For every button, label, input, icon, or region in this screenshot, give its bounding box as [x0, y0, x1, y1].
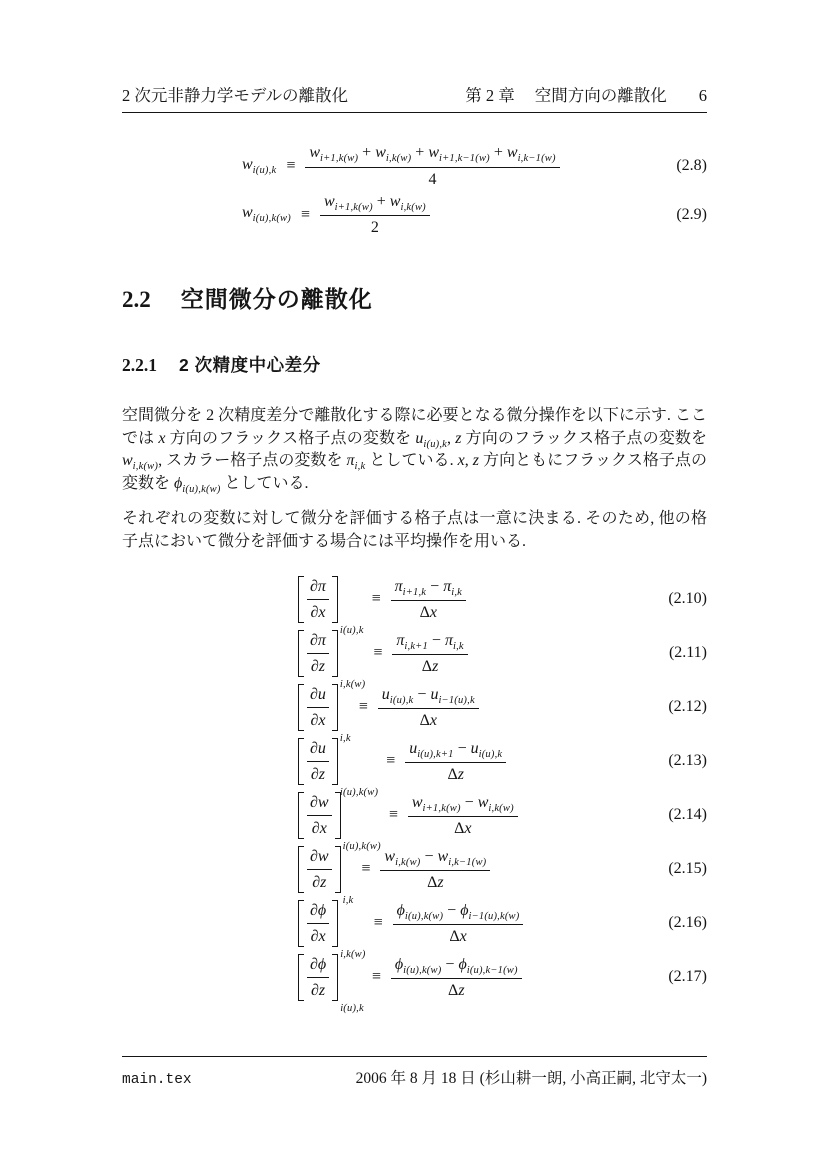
left-bracket-icon: [298, 792, 304, 839]
chapter-label: 第 2 章: [465, 86, 515, 105]
footer-date-authors: 2006 年 8 月 18 日 (杉山耕一朗, 小高正嗣, 北守太一): [355, 1070, 707, 1087]
left-bracket-icon: [298, 630, 304, 677]
right-bracket-icon: [332, 900, 338, 947]
fraction-numerator: $w_{i+1,k(w)} - w_{i,k(w)}$: [408, 793, 518, 818]
right-bracket-icon: [332, 630, 338, 677]
fraction-denominator: Δx: [449, 928, 467, 946]
left-bracket-icon: [298, 576, 304, 623]
grid-point-subscript: i(u),k: [339, 624, 364, 636]
equiv-symbol: ≡: [388, 806, 398, 824]
fraction: [392, 631, 467, 677]
section-number: 2.2: [122, 287, 151, 313]
fraction: [305, 143, 559, 189]
equation-number: (2.17): [668, 968, 707, 986]
bracketed-derivative: $\frac{\partial\phi}{\partial x}$ i,k(w): [298, 900, 364, 947]
fraction: [378, 685, 479, 731]
equiv-symbol: ≡: [373, 914, 383, 932]
equation-lhs: $w_{i(u),k(w)}$: [242, 204, 291, 225]
equation-number: (2.8): [676, 156, 707, 174]
paragraph-grid-variables: 空間微分を 2 次精度差分で離散化する際に必要となる微分操作を以下に示す. ここでは x 方向のフラックス格子点の変数を $u_{i(u),k}$, z 方向のフラックス格子点の変数を $w_{i,k(w)}$, スカラー格子点の変数を $\pi_{i,k}$ としている. x, z 方向ともにフラックス格子点の変数を $\phi_{i(u),k(w)}$ としている.: [122, 407, 707, 495]
right-bracket-icon: [332, 684, 338, 731]
paragraph-averaging-note: それぞれの変数に対して微分を評価する格子点は一意に決まる. そのため, 他の格子点において微分を評価する場合には平均操作を用いる.: [122, 510, 707, 550]
equation-number: (2.10): [668, 590, 707, 608]
fraction-numerator: $\pi_{i+1,k} - \pi_{i,k}$: [391, 577, 466, 602]
right-bracket-icon: [335, 846, 341, 893]
equiv-symbol: ≡: [386, 752, 396, 770]
grid-point-subscript: i(u),k: [340, 1002, 364, 1014]
grid-point-subscript: i(u),k(w): [339, 786, 379, 798]
grid-point-subscript: i(u),k(w): [342, 840, 381, 852]
equation-row-2-16: [122, 899, 707, 960]
fraction-numerator: $u_{i(u),k} - u_{i-1(u),k}$: [378, 685, 479, 710]
equation-lhs: $w_{i(u),k}$: [242, 155, 277, 176]
page-header: [122, 82, 707, 113]
grid-point-subscript: i,k(w): [340, 948, 366, 960]
bracketed-derivative: $\frac{\partial u}{\partial x}$ i,k: [298, 684, 349, 731]
equation-row-2-11: [122, 629, 707, 690]
fraction: [405, 739, 506, 785]
fraction-denominator: Δz: [427, 874, 444, 892]
fraction: [320, 192, 430, 238]
bracketed-derivative: $\frac{\partial\pi}{\partial x}$ i(u),k: [298, 576, 362, 623]
equation-number: (2.13): [668, 752, 707, 770]
fraction: [393, 901, 524, 947]
left-bracket-icon: [298, 900, 304, 947]
equation-number: (2.11): [668, 644, 707, 662]
fraction-numerator: $w_{i+1,k(w)} + w_{i,k(w)} + w_{i+1,k-1(w)} + w_{i,k-1(w)}$: [305, 143, 559, 168]
header-left-title: 2 次元非静力学モデルの離散化: [122, 86, 349, 105]
fraction-numerator: $\phi_{i(u),k(w)} - \phi_{i(u),k-1(w)}$: [391, 955, 522, 980]
equation-row-2-14: [122, 791, 707, 852]
fraction-numerator: $w_{i,k(w)} - w_{i,k-1(w)}$: [380, 847, 490, 872]
fraction-denominator: Δz: [421, 658, 439, 676]
left-bracket-icon: [298, 738, 304, 785]
equation-number: (2.16): [668, 914, 707, 932]
equation-row-2-17: [122, 953, 707, 1014]
equation-number: (2.15): [668, 860, 707, 878]
section-title: 空間微分の離散化: [180, 286, 373, 313]
fraction-denominator: Δx: [454, 820, 472, 838]
right-bracket-icon: [332, 954, 338, 1001]
equiv-symbol: ≡: [373, 644, 383, 662]
fraction: [408, 793, 518, 839]
left-bracket-icon: [298, 846, 304, 893]
bracketed-derivative: $\frac{\partial w}{\partial z}$ i,k: [298, 846, 351, 893]
equiv-symbol: ≡: [371, 968, 381, 986]
subsection-heading: [122, 352, 707, 377]
fraction-numerator: $u_{i(u),k+1} - u_{i(u),k}$: [405, 739, 506, 764]
fraction: [380, 847, 490, 893]
equation-row-2-10: [122, 575, 707, 636]
grid-point-subscript: i,k(w): [339, 678, 366, 690]
grid-point-subscript: i,k: [342, 894, 354, 906]
right-bracket-icon: [332, 738, 338, 785]
equiv-symbol: ≡: [300, 205, 310, 223]
fraction-denominator: Δx: [419, 712, 437, 730]
fraction-numerator: $\pi_{i,k+1} - \pi_{i,k}$: [392, 631, 467, 656]
section-heading: [122, 281, 707, 314]
fraction: [391, 577, 466, 623]
fraction-denominator: 4: [428, 170, 437, 188]
bracketed-derivative: $\frac{\partial\phi}{\partial z}$ i(u),k: [298, 954, 362, 1001]
bracketed-derivative: $\frac{\partial\pi}{\partial z}$ i,k(w): [298, 630, 363, 677]
fraction-denominator: Δz: [448, 982, 465, 1000]
fraction: [391, 955, 522, 1001]
right-bracket-icon: [332, 576, 338, 623]
equation-row-2-8: [122, 143, 707, 189]
right-bracket-icon: [335, 792, 341, 839]
bracketed-derivative: $\frac{\partial u}{\partial z}$ i(u),k(w): [298, 738, 376, 785]
left-bracket-icon: [298, 954, 304, 1001]
equiv-symbol: ≡: [286, 156, 296, 174]
chapter-title: 空間方向の離散化: [534, 86, 667, 105]
equation-row-2-9: [122, 192, 707, 238]
page-footer: [122, 1056, 707, 1088]
fraction-denominator: 2: [370, 219, 379, 237]
header-right: [465, 82, 707, 106]
equiv-symbol: ≡: [361, 860, 371, 878]
fraction-numerator: $w_{i+1,k(w)} + w_{i,k(w)}$: [320, 192, 430, 217]
equation-number: (2.9): [676, 205, 707, 223]
fraction-denominator: Δz: [447, 766, 464, 784]
subsection-number: 2.2.1: [122, 355, 157, 376]
page-number: 6: [698, 86, 707, 105]
grid-point-subscript: i,k: [339, 732, 351, 744]
equation-group-derivatives: [122, 575, 707, 1014]
equation-row-2-15: [122, 845, 707, 906]
equation-group-average: [122, 143, 707, 237]
fraction-numerator: $\phi_{i(u),k(w)} - \phi_{i-1(u),k(w)}$: [393, 901, 524, 926]
bracketed-derivative: $\frac{\partial w}{\partial x}$ i(u),k(w): [298, 792, 379, 839]
equation-number: (2.14): [668, 806, 707, 824]
equiv-symbol: ≡: [358, 698, 368, 716]
left-bracket-icon: [298, 684, 304, 731]
equiv-symbol: ≡: [371, 590, 381, 608]
equation-number: (2.12): [668, 698, 707, 716]
subsection-title: 2 次精度中心差分: [179, 355, 321, 376]
equation-row-2-12: [122, 683, 707, 744]
equation-row-2-13: [122, 737, 707, 798]
footer-filename: main.tex: [122, 1072, 192, 1088]
fraction-denominator: Δx: [419, 604, 438, 622]
